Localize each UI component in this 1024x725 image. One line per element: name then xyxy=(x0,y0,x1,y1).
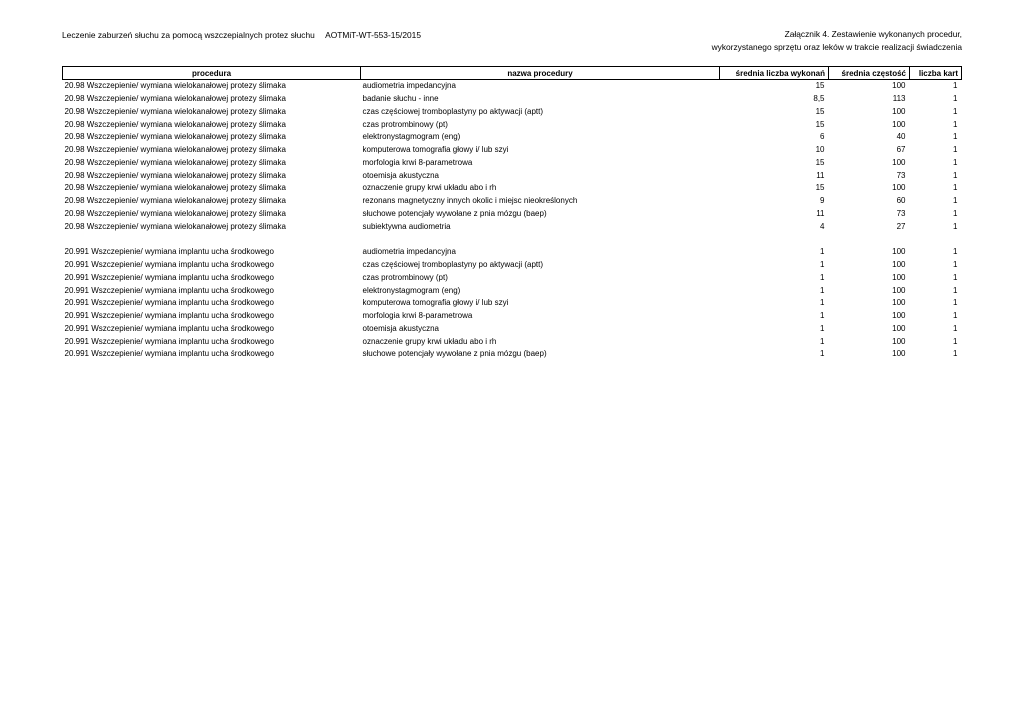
cell-liczba-kart: 1 xyxy=(953,260,958,270)
cell-nazwa-procedury: elektronystagmogram (eng) xyxy=(362,285,461,295)
column-header-procedura: procedura xyxy=(63,67,361,80)
cell-srednia-czestosc: 100 xyxy=(892,260,906,270)
table-row xyxy=(63,144,962,157)
cell-nazwa-procedury: badanie słuchu - inne xyxy=(362,94,439,104)
cell-liczba-kart: 1 xyxy=(953,349,958,359)
cell-liczba-kart: 1 xyxy=(953,157,958,167)
cell-procedura: 20.98 Wszczepienie/ wymiana wielokanałowej protezy ślimaka xyxy=(64,157,286,167)
cell-procedura: 20.991 Wszczepienie/ wymiana implantu ucha środkowego xyxy=(64,336,274,346)
cell-liczba-kart: 1 xyxy=(953,145,958,155)
table-header-row xyxy=(63,67,962,80)
cell-nazwa-procedury: audiometria impedancyjna xyxy=(362,247,456,257)
table-header xyxy=(63,67,962,80)
cell-srednia-czestosc: 67 xyxy=(896,145,906,155)
cell-srednia-czestosc: 100 xyxy=(892,106,906,116)
cell-procedura: 20.991 Wszczepienie/ wymiana implantu ucha środkowego xyxy=(64,311,274,321)
cell-srednia-liczba-wykonan: 1 xyxy=(820,323,825,333)
table-row xyxy=(63,272,962,285)
cell-srednia-liczba-wykonan: 8,5 xyxy=(813,94,825,104)
procedures-table xyxy=(62,66,962,361)
cell-liczba-kart: 1 xyxy=(953,323,958,333)
cell-srednia-liczba-wykonan: 11 xyxy=(816,170,825,180)
cell-nazwa-procedury: oznaczenie grupy krwi układu abo i rh xyxy=(362,336,497,346)
cell-liczba-kart: 1 xyxy=(953,311,958,321)
cell-nazwa-procedury: morfologia krwi 8-parametrowa xyxy=(362,157,473,167)
cell-liczba-kart: 1 xyxy=(953,81,958,91)
cell-nazwa-procedury: czas częściowej tromboplastyny po aktywacji (aptt) xyxy=(362,260,544,270)
cell-nazwa-procedury: subiektywna audiometria xyxy=(362,221,451,231)
cell-srednia-liczba-wykonan: 15 xyxy=(815,157,825,167)
table-row xyxy=(63,131,962,144)
cell-procedura: 20.991 Wszczepienie/ wymiana implantu ucha środkowego xyxy=(64,323,274,333)
cell-procedura: 20.98 Wszczepienie/ wymiana wielokanałowej protezy ślimaka xyxy=(64,208,286,218)
cell-procedura: 20.991 Wszczepienie/ wymiana implantu ucha środkowego xyxy=(64,349,274,359)
cell-nazwa-procedury: słuchowe potencjały wywołane z pnia mózgu (baep) xyxy=(362,349,547,359)
column-header-srednia-liczba-wykonan: średnia liczba wykonań xyxy=(720,67,829,80)
cell-srednia-liczba-wykonan: 10 xyxy=(815,145,825,155)
cell-nazwa-procedury: audiometria impedancyjna xyxy=(362,81,456,91)
document-header-left xyxy=(62,30,421,40)
table-row xyxy=(63,335,962,348)
cell-srednia-czestosc: 100 xyxy=(892,81,906,91)
document-code: AOTMiT-WT-553-15/2015 xyxy=(325,30,422,40)
cell-srednia-liczba-wykonan: 1 xyxy=(820,247,825,257)
table-row xyxy=(63,323,962,336)
cell-liczba-kart: 1 xyxy=(953,170,958,180)
cell-procedura: 20.98 Wszczepienie/ wymiana wielokanałowej protezy ślimaka xyxy=(64,132,286,142)
cell-procedura: 20.98 Wszczepienie/ wymiana wielokanałowej protezy ślimaka xyxy=(64,81,286,91)
table-row xyxy=(63,195,962,208)
cell-nazwa-procedury: oznaczenie grupy krwi układu abo i rh xyxy=(362,183,497,193)
cell-srednia-liczba-wykonan: 11 xyxy=(816,208,825,218)
cell-srednia-liczba-wykonan: 9 xyxy=(820,196,825,206)
cell-procedura: 20.991 Wszczepienie/ wymiana implantu ucha środkowego xyxy=(64,298,274,308)
cell-procedura: 20.98 Wszczepienie/ wymiana wielokanałowej protezy ślimaka xyxy=(64,170,286,180)
cell-liczba-kart: 1 xyxy=(953,285,958,295)
cell-srednia-liczba-wykonan: 1 xyxy=(820,311,825,321)
table-row xyxy=(63,80,962,93)
cell-srednia-czestosc: 60 xyxy=(896,196,906,206)
cell-procedura: 20.98 Wszczepienie/ wymiana wielokanałowej protezy ślimaka xyxy=(64,119,286,129)
cell-srednia-liczba-wykonan: 1 xyxy=(820,336,825,346)
cell-nazwa-procedury: czas protrombinowy (pt) xyxy=(362,272,448,282)
cell-srednia-liczba-wykonan: 1 xyxy=(820,349,825,359)
spacer-cell xyxy=(720,233,829,246)
cell-procedura: 20.98 Wszczepienie/ wymiana wielokanałowej protezy ślimaka xyxy=(64,94,286,104)
cell-procedura: 20.991 Wszczepienie/ wymiana implantu ucha środkowego xyxy=(64,285,274,295)
table-row xyxy=(63,246,962,259)
cell-nazwa-procedury: otoemisja akustyczna xyxy=(362,323,439,333)
table-row xyxy=(63,106,962,119)
cell-srednia-liczba-wykonan: 15 xyxy=(815,183,825,193)
cell-procedura: 20.991 Wszczepienie/ wymiana implantu ucha środkowego xyxy=(64,272,274,282)
cell-srednia-liczba-wykonan: 1 xyxy=(820,272,825,282)
cell-srednia-czestosc: 100 xyxy=(892,336,906,346)
cell-liczba-kart: 1 xyxy=(953,132,958,142)
table-row xyxy=(63,93,962,106)
cell-liczba-kart: 1 xyxy=(953,247,958,257)
cell-liczba-kart: 1 xyxy=(953,106,958,116)
column-header-srednia-czestosc: średnia częstość xyxy=(829,67,910,80)
cell-srednia-czestosc: 100 xyxy=(892,311,906,321)
cell-procedura: 20.98 Wszczepienie/ wymiana wielokanałowej protezy ślimaka xyxy=(64,145,286,155)
cell-srednia-liczba-wykonan: 15 xyxy=(815,106,825,116)
column-header-nazwa-procedury: nazwa procedury xyxy=(361,67,720,80)
cell-srednia-liczba-wykonan: 1 xyxy=(820,285,825,295)
column-header-liczba-kart: liczba kart xyxy=(910,67,962,80)
cell-srednia-czestosc: 100 xyxy=(892,157,906,167)
cell-srednia-liczba-wykonan: 1 xyxy=(820,298,825,308)
spacer-cell xyxy=(829,233,910,246)
table-row xyxy=(63,169,962,182)
cell-procedura: 20.991 Wszczepienie/ wymiana implantu ucha środkowego xyxy=(64,260,274,270)
cell-srednia-liczba-wykonan: 15 xyxy=(815,119,825,129)
cell-liczba-kart: 1 xyxy=(953,336,958,346)
cell-srednia-czestosc: 113 xyxy=(892,94,906,104)
table-spacer-row xyxy=(63,233,962,246)
cell-nazwa-procedury: czas częściowej tromboplastyny po aktywacji (aptt) xyxy=(362,106,544,116)
spacer-cell xyxy=(910,233,962,246)
cell-srednia-czestosc: 100 xyxy=(892,285,906,295)
cell-procedura: 20.98 Wszczepienie/ wymiana wielokanałowej protezy ślimaka xyxy=(64,221,286,231)
cell-nazwa-procedury: morfologia krwi 8-parametrowa xyxy=(362,311,473,321)
cell-nazwa-procedury: elektronystagmogram (eng) xyxy=(362,132,461,142)
table-row xyxy=(63,182,962,195)
cell-liczba-kart: 1 xyxy=(953,208,958,218)
document-title: Leczenie zaburzeń słuchu za pomocą wszczepialnych protez słuchu xyxy=(62,30,315,40)
table-row xyxy=(63,297,962,310)
table-row xyxy=(63,118,962,131)
table-row xyxy=(63,310,962,323)
table-row xyxy=(63,284,962,297)
cell-liczba-kart: 1 xyxy=(953,298,958,308)
cell-liczba-kart: 1 xyxy=(953,196,958,206)
appendix-title-line2: wykorzystanego sprzętu oraz leków w trakcie realizacji świadczenia xyxy=(711,42,962,52)
cell-srednia-czestosc: 100 xyxy=(892,119,906,129)
cell-srednia-liczba-wykonan: 6 xyxy=(820,132,825,142)
cell-srednia-czestosc: 100 xyxy=(892,349,906,359)
cell-nazwa-procedury: komputerowa tomografia głowy i/ lub szyi xyxy=(362,145,509,155)
cell-procedura: 20.98 Wszczepienie/ wymiana wielokanałowej protezy ślimaka xyxy=(64,106,286,116)
table-row xyxy=(63,259,962,272)
cell-nazwa-procedury: słuchowe potencjały wywołane z pnia mózgu (baep) xyxy=(362,208,547,218)
cell-nazwa-procedury: otoemisja akustyczna xyxy=(362,170,439,180)
cell-srednia-czestosc: 100 xyxy=(892,183,906,193)
cell-procedura: 20.991 Wszczepienie/ wymiana implantu ucha środkowego xyxy=(64,247,274,257)
spacer-cell xyxy=(361,233,720,246)
document-header-right xyxy=(712,28,962,54)
cell-procedura: 20.98 Wszczepienie/ wymiana wielokanałowej protezy ślimaka xyxy=(64,196,286,206)
cell-srednia-czestosc: 100 xyxy=(892,247,906,257)
table-row xyxy=(63,157,962,170)
table-body xyxy=(63,80,962,361)
cell-nazwa-procedury: rezonans magnetyczny innych okolic i miejsc nieokreślonych xyxy=(362,196,578,206)
cell-nazwa-procedury: czas protrombinowy (pt) xyxy=(362,119,448,129)
cell-srednia-czestosc: 40 xyxy=(896,132,906,142)
spacer-cell xyxy=(63,233,361,246)
cell-srednia-liczba-wykonan: 15 xyxy=(815,81,825,91)
table-row xyxy=(63,208,962,221)
cell-srednia-czestosc: 100 xyxy=(892,298,906,308)
cell-srednia-czestosc: 27 xyxy=(896,221,906,231)
cell-procedura: 20.98 Wszczepienie/ wymiana wielokanałowej protezy ślimaka xyxy=(64,183,286,193)
cell-srednia-liczba-wykonan: 1 xyxy=(820,260,825,270)
appendix-title-line1: Załącznik 4. Zestawienie wykonanych procedur, xyxy=(784,29,962,39)
cell-srednia-liczba-wykonan: 4 xyxy=(820,221,825,231)
cell-srednia-czestosc: 100 xyxy=(892,272,906,282)
cell-liczba-kart: 1 xyxy=(953,119,958,129)
cell-nazwa-procedury: komputerowa tomografia głowy i/ lub szyi xyxy=(362,298,509,308)
cell-srednia-czestosc: 73 xyxy=(896,170,906,180)
table-row xyxy=(63,348,962,361)
cell-liczba-kart: 1 xyxy=(953,94,958,104)
cell-liczba-kart: 1 xyxy=(953,272,958,282)
cell-liczba-kart: 1 xyxy=(953,221,958,231)
table-row xyxy=(63,220,962,233)
cell-srednia-czestosc: 100 xyxy=(892,323,906,333)
cell-liczba-kart: 1 xyxy=(953,183,958,193)
cell-srednia-czestosc: 73 xyxy=(896,208,906,218)
